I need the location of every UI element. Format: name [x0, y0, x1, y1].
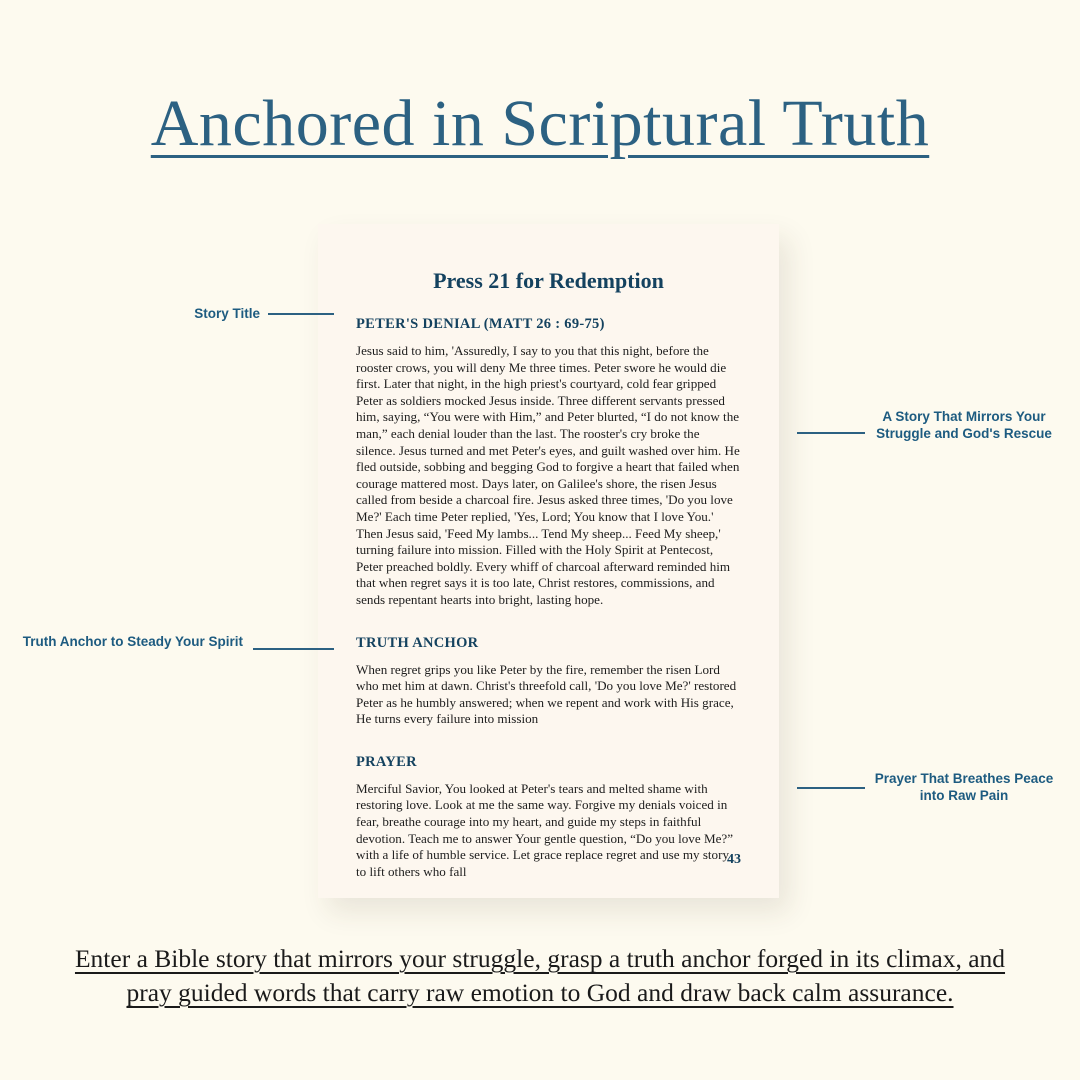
document-page-content	[318, 224, 779, 898]
section-spacer	[356, 728, 741, 754]
leader-line-story-title	[268, 313, 334, 315]
section-body-truth-anchor: When regret grips you like Peter by the fire, remember the risen Lord who met him at dawn. Christ's threefold call, 'Do you love Me?' restored Peter as he humbly answered; when we repent and work with His grace, He turns every failure into mission	[356, 661, 737, 727]
document-page-card	[318, 224, 779, 898]
leader-line-mirror-struggle	[797, 432, 865, 434]
callout-story-title: Story Title	[194, 306, 260, 321]
leader-line-truth-anchor	[253, 648, 334, 650]
caption-text: Enter a Bible story that mirrors your struggle, grasp a truth anchor forged in its climax, and pray guided words that carry raw emotion to God and draw back calm assurance.	[74, 944, 1006, 1007]
callout-truth-anchor: Truth Anchor to Steady Your Spirit	[22, 634, 243, 649]
section-body-story: Jesus said to him, 'Assuredly, I say to you that this night, before the rooster crows, you will deny Me three times. Peter swore he would die first. Later that night, in the high priest's courtyard, cold fear gripped Peter as soldiers mocked Jesus inside. Three different servants pressed him, saying, “You were with Him,” and Peter blurted, “I do not know the man,” each denial louder than the last. The rooster's cry broke the silence. Jesus turned and met Peter's eyes, and guilt washed over him. He fled outside, sobbing and begging God to forgive a heart that failed when courage mattered most. Days later, on Galilee's shore, the risen Jesus called from beside a charcoal fire. Jesus asked three times, 'Do you love Me?' Each time Peter replied, 'Yes, Lord; You know that I love You.' Then Jesus said, 'Feed My lambs... Tend My sheep... Feed My sheep,' turning failure into mission. Filled with the Holy Spirit at Pentecost, Peter preached boldly. Every whiff of charcoal afterward reminded him that when regret says it is too late, Christ restores, commissions, and sends repentant hearts into bright, lasting hope.	[356, 343, 740, 607]
leader-line-prayer	[797, 787, 865, 789]
page-number: 43	[727, 852, 741, 867]
section-spacer	[356, 609, 741, 635]
document-title: Press 21 for Redemption	[433, 268, 664, 293]
page-title: Anchored in Scriptural Truth	[150, 87, 930, 160]
callout-mirror-struggle: A Story That Mirrors Your Struggle and God's Rescue	[876, 409, 1052, 441]
section-heading-story: PETER'S DENIAL (MATT 26 : 69-75)	[356, 316, 605, 332]
callout-prayer: Prayer That Breathes Peace into Raw Pain	[874, 771, 1054, 803]
section-heading-truth-anchor: TRUTH ANCHOR	[356, 634, 479, 651]
section-body-prayer: Merciful Savior, You looked at Peter's tears and melted shame with restoring love. Look at me the same way. Forgive my denials voiced in fear, breathe courage into my heart, and guide my steps in faithful devotion. Teach me to answer Your gentle question, “Do you love Me?” with a life of humble service. Let grace replace regret and use my story to lift others who fall	[356, 780, 734, 879]
section-heading-prayer: PRAYER	[356, 753, 417, 770]
